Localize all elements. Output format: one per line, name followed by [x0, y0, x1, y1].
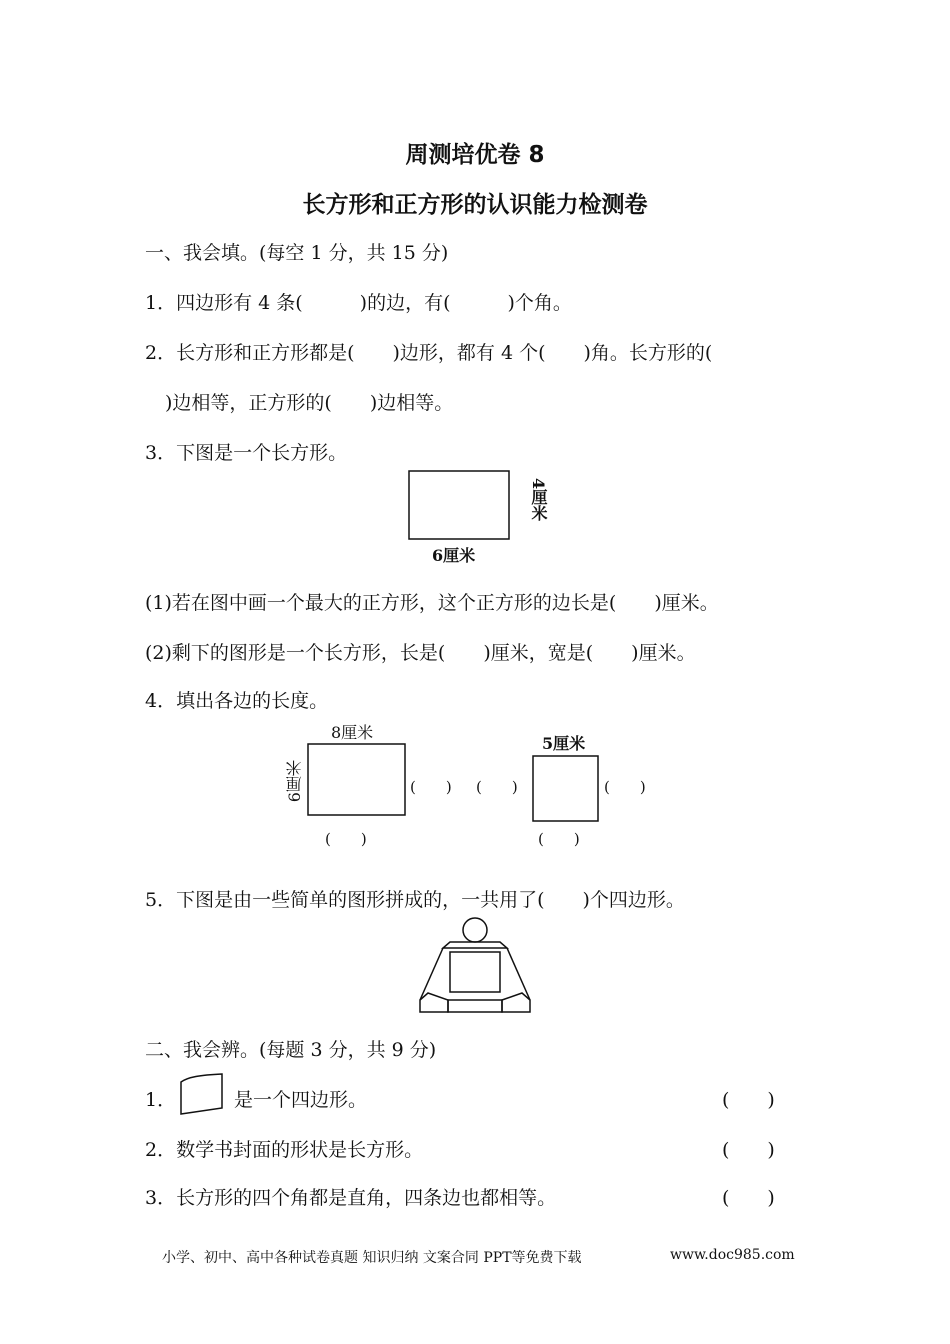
q4-square-right-blank: ( )	[604, 778, 646, 796]
judge-1-number: 1．	[145, 1089, 177, 1111]
section1-heading: 一、我会填。(每空 1 分，共 15 分)	[145, 242, 449, 264]
judge-2: 2．数学书封面的形状是长方形。	[145, 1139, 424, 1161]
question-3-sub1: (1)若在图中画一个最大的正方形，这个正方形的边长是( )厘米。	[145, 592, 719, 614]
question-3-sub2: (2)剩下的图形是一个长方形，长是( )厘米，宽是( )厘米。	[145, 642, 696, 664]
footer-text: 小学、初中、高中各种试卷真题 知识归纳 文案合同 PPT等免费下载	[162, 1250, 582, 1266]
page-title: 周测培优卷 8	[405, 142, 545, 168]
curved-quadrilateral-icon	[181, 1074, 222, 1114]
q4-square-top-label: 5厘米	[542, 734, 586, 753]
judge-1-text: 是一个四边形。	[234, 1089, 368, 1111]
judge-3: 3．长方形的四个角都是直角，四条边也都相等。	[145, 1187, 557, 1209]
question-5: 5．下图是由一些简单的图形拼成的，一共用了( )个四边形。	[145, 889, 685, 911]
question-2-line1: 2．长方形和正方形都是( )边形，都有 4 个( )角。长方形的(	[145, 342, 713, 364]
footer-url[interactable]: www.doc985.com	[670, 1247, 795, 1263]
section2-heading: 二、我会辨。(每题 3 分，共 9 分)	[145, 1039, 437, 1061]
q4-rect-right-blank: ( )	[410, 778, 452, 796]
question-1: 1．四边形有 4 条( )的边，有( )个角。	[145, 292, 572, 314]
question-4: 4．填出各边的长度。	[145, 690, 329, 712]
q4-rect-bottom-blank: ( )	[325, 830, 367, 848]
page-subtitle: 长方形和正方形的认识能力检测卷	[302, 192, 648, 218]
q4-rect-left-label: 6厘米	[285, 760, 304, 803]
q4-square-bottom-blank: ( )	[538, 830, 580, 848]
q4-square-left-blank: ( )	[476, 778, 518, 796]
q4-rect-top-label: 8厘米	[331, 723, 374, 742]
judge-2-answer-blank: ( )	[722, 1139, 775, 1161]
question-2-line2: )边相等，正方形的( )边相等。	[165, 392, 454, 414]
judge-3-answer-blank: ( )	[722, 1187, 775, 1209]
q3-height-label: 4厘米	[529, 478, 548, 522]
question-3: 3．下图是一个长方形。	[145, 442, 348, 464]
q3-width-label: 6厘米	[432, 546, 476, 565]
judge-1-answer-blank: ( )	[722, 1089, 775, 1111]
